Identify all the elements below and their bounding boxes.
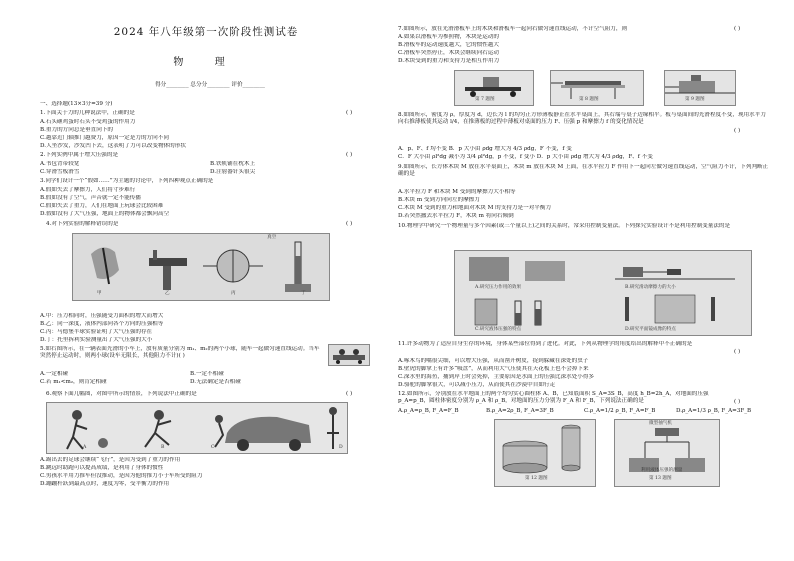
q5-option-c: C.若 m₁<m₂，则肯定相碰 bbox=[40, 379, 107, 385]
q4-stem: 4.对下列实验的解释错误的是 bbox=[46, 221, 119, 227]
q2-option-b: B.铁轨铺在枕木上 bbox=[210, 161, 256, 167]
q6-figure bbox=[46, 402, 348, 454]
q8-paren: ( ) bbox=[734, 128, 741, 134]
q1-option-b: B.重力的方向总是垂直向下的 bbox=[40, 127, 114, 133]
q8-figure bbox=[550, 70, 644, 106]
q12-option-d: D.ρ_A=1/3 ρ_B, F_A=3F_B bbox=[676, 408, 752, 414]
q10-label-b: B.研究滑动摩擦力的大小 bbox=[625, 285, 676, 290]
q4-option-b: B.乙：同一深度，液体内部向各个方向的压强相等 bbox=[40, 321, 164, 327]
q10-label-a: A.研究压力作用的效果 bbox=[475, 285, 522, 290]
q10-stem: 10.物理学中研究一个物理量与多个因素(或三个量以上)之间的关系时，常采用控制变量法。下列探究实验设计不是利用控制变量法的是 bbox=[398, 223, 731, 229]
q9-option-a: A.水平拉力 F 和木块 M 受到的摩擦力大小相等 bbox=[398, 189, 516, 195]
q1-stem: 1.下面关于力的几种说法中，正确的是 bbox=[40, 110, 135, 116]
q10-figure-art bbox=[455, 251, 751, 335]
q2-paren: ( ) bbox=[346, 152, 353, 158]
q8-options-line2: C．F 大小由 ρl²dg 减小为 3/4 ρl²dg，p 不变，f 变小 D．p 大小由 ρdg 增大为 4/3 ρdg，F、f 不变 bbox=[398, 154, 653, 160]
q4-fig-jia-art bbox=[91, 247, 119, 284]
q5-figure-art bbox=[329, 345, 369, 365]
section-title: 一、选择题(13×3分=39 分) bbox=[40, 101, 113, 107]
q10-label-c: C.研究液体压强的特点 bbox=[475, 327, 522, 332]
q4-label-yi: 乙 bbox=[165, 291, 170, 296]
q6-option-b: B.跳远时助跑可以提高成绩，是利用了身体的惯性 bbox=[40, 465, 164, 471]
q4-fig-bing-art bbox=[203, 250, 263, 282]
q6-fig-b-art bbox=[145, 410, 171, 447]
q11-option-c: C.深水里的海鱼，捕到岸上时会死掉，主要原因是水面上的压强比深水处小得多 bbox=[398, 374, 595, 380]
q9-figure-label: 第 9 题图 bbox=[685, 97, 705, 102]
q7-figure bbox=[454, 70, 534, 106]
q12-option-b: B.ρ_A=2ρ_B, F_A=3F_B bbox=[486, 408, 554, 414]
q2-stem: 2.下列实例中属于增大压强的是 bbox=[40, 152, 119, 158]
q7-paren: ( ) bbox=[734, 26, 741, 32]
q6-option-c: C.男孩水平用力推车但没推动，是因为他的推力小于车所受的阻力 bbox=[40, 473, 203, 479]
q6-paren: ( ) bbox=[346, 391, 353, 397]
q6-fig-c-art bbox=[215, 415, 311, 451]
q9-option-d: D.若突然撤去水平拉力 F，木块 m 将向右倾倒 bbox=[398, 213, 514, 219]
q12-figure bbox=[494, 419, 596, 487]
q3-option-b: B.假如没有了空气，声音就一定不能传播 bbox=[40, 195, 141, 201]
q7-option-a: A.如果以滑板车为参照物，木块是运动的 bbox=[398, 34, 499, 40]
q9-stem: 9.如图所示，长方体木块 M 放在水平桌面上，木块 m 放在木块 M 上面，在水平拉力 F 作用下一起向左做匀速直线运动，空气阻力不计，下列判断正确的是 bbox=[398, 164, 769, 177]
q2-option-a: A.书包背带较宽 bbox=[40, 161, 80, 167]
q12-paren: ( ) bbox=[734, 399, 741, 405]
q7-option-c: C.滑板车突然停止，木块会继续向右运动 bbox=[398, 50, 499, 56]
q3-option-c: C.假如失去了重力，人们在地面上玩球会比较困难 bbox=[40, 203, 164, 209]
exam-title: 2024 年八年级第一次阶段性测试卷 bbox=[113, 26, 299, 38]
q7-option-b: B.滑板车的运动速度越大，它的惯性越大 bbox=[398, 42, 499, 48]
q7-stem: 7.如图所示，放在光滑滑板车上的木块和滑板车一起向右做匀速直线运动，不计空气阻力，则 bbox=[398, 26, 628, 32]
q6-fig-d-art bbox=[327, 407, 339, 449]
q2-option-c: C.穿滑雪板滑雪 bbox=[40, 169, 80, 175]
q12-option-c: C.ρ_A=1/2 ρ_B, F_A=F_B bbox=[584, 408, 656, 414]
q13-figure-label: 第 13 题图 bbox=[649, 476, 672, 481]
q9-figure bbox=[664, 70, 736, 106]
q8-stem: 8.如图所示，密度为 ρ，厚度为 d，边长为 l 的均匀正方形薄板静止在水平桌面上，其右端与桌子边缘相平。板与桌面间的光滑程度不变，现用水平力向右推薄板使其运动 l/4，在推薄板的过程中薄板对桌面的压力 F、压强 p 和摩擦力 f 的变化情况是 bbox=[398, 112, 766, 125]
q4-vacuum-label: 真空 bbox=[267, 235, 277, 240]
q11-paren: ( ) bbox=[734, 349, 741, 355]
q4-option-d: D.丁：托里拆利实验测量出了大气压强的大小 bbox=[40, 337, 153, 343]
q10-fig-c-art bbox=[475, 299, 541, 325]
q10-fig-d-art bbox=[625, 295, 715, 323]
q6-option-d: D.蹦蹦杆跃到最高点时，速度为零，受平衡力的作用 bbox=[40, 481, 170, 487]
q3-option-d: D.假如没有了大气压强，地面上的物体都会飘向高空 bbox=[40, 211, 170, 217]
q4-paren: ( ) bbox=[346, 221, 353, 227]
q5-stem: 5.如右图所示，在一辆表面光滑的小车上，放有质量分别为 m₁、m₂的两个小球，随车一起做匀速直线运动。当车突然停止运动时，则两小球(设车无限长，其他阻力不计)( ) bbox=[40, 346, 320, 359]
q10-figure bbox=[454, 250, 752, 336]
q13-pump-label: 微型抽气机 bbox=[649, 421, 672, 426]
q1-option-a: A.石头砸鸡蛋时石头不受鸡蛋的作用力 bbox=[40, 119, 136, 125]
q4-label-ding: 丁 bbox=[301, 291, 306, 296]
q12-figure-label: 第 12 题图 bbox=[525, 476, 548, 481]
q5-option-a: A.一定相碰 bbox=[40, 371, 69, 377]
q1-option-c: C.越靠近门轴推门越费力，原因一定是力的方向不同 bbox=[40, 135, 169, 141]
q13-bottom-label: 利用液体压强的测量 bbox=[641, 468, 683, 473]
q6-label-a: A bbox=[83, 445, 87, 450]
q6-fig-a-art bbox=[67, 410, 108, 449]
q2-option-d: D.注射器针头很尖 bbox=[210, 169, 256, 175]
q6-option-a: A.踢出去的足球会继续“飞行”，是因为受到了重力的作用 bbox=[40, 457, 181, 463]
q6-label-c: C bbox=[211, 445, 215, 450]
q9-option-c: C.木块 M 受到的重力和地面对木块 M 的支持力是一对平衡力 bbox=[398, 205, 552, 211]
q10-fig-a-art bbox=[469, 257, 565, 281]
q4-label-bing: 丙 bbox=[231, 291, 236, 296]
q11-option-b: B.壁虎的脚掌上有许多“吸盘”，从而利用大气压使其在天花板上也不会掉下来 bbox=[398, 366, 589, 372]
q4-fig-yi-art bbox=[149, 250, 187, 290]
q8-options-line1: A．p、F、f 均不变 B．p 大小由 ρdg 增大为 4/3 ρdg，F 不变，f 变 bbox=[398, 146, 572, 152]
score-line: 得分________ 总分分________ 评价________ bbox=[155, 82, 265, 88]
q8-figure-label: 第 8 题图 bbox=[579, 97, 599, 102]
q12-option-a: A.ρ_A=ρ_B, F_A=F_B bbox=[398, 408, 459, 414]
q10-label-d: D.研究平面镜成像的特点 bbox=[625, 327, 676, 332]
q5-option-b: B.一定不相碰 bbox=[190, 371, 224, 377]
q4-option-a: A.甲：压力相同时，压强随受力面积的增大而增大 bbox=[40, 313, 164, 319]
q6-stem: 6.观察下面几幅图，对图中所示的情景，下列说法中正确的是 bbox=[46, 391, 197, 397]
q11-stem: 11.许多动物为了适应自身生存的环境，身体某些部位得到了进化。对此，下列从物理学的角度给出的解释中不正确的是 bbox=[398, 341, 693, 347]
q6-label-b: B bbox=[161, 445, 165, 450]
q11-option-d: D.骆驼的脚掌很大，可以减小压力，从而使其在沙漠中自如行走 bbox=[398, 382, 556, 388]
q11-option-a: A.啄木鸟的嘴很尖细，可以增大压强，从而凿开树皮，捉到躲藏在深处的虫子 bbox=[398, 358, 589, 364]
q7-option-d: D.木块受到的重力和支持力是相互作用力 bbox=[398, 58, 500, 64]
q12-stem: 12.如图所示，分别放在水平地面上的两个均匀实心圆柱体 A、B，已知底面积 S_A=3S_B，高度 h_B=2h_A，对地面的压强 p_A=p_B，圆柱体密度分别为 ρ_A 和 ρ_B，对地面的压力分别为 F_A 和 F_B，下列说法正确的是 bbox=[398, 391, 709, 404]
q13-figure bbox=[614, 419, 720, 487]
q1-paren: ( ) bbox=[346, 110, 353, 116]
q7-figure-label: 第 7 题图 bbox=[475, 97, 495, 102]
q4-figure-art bbox=[73, 234, 329, 300]
q5-option-d: D.无法确定是否相碰 bbox=[190, 379, 241, 385]
q4-fig-ding-art bbox=[285, 242, 311, 292]
q10-fig-b-art bbox=[615, 267, 735, 279]
q4-label-jia: 甲 bbox=[97, 291, 102, 296]
q3-option-a: A.假如失去了摩擦力，人们将寸步难行 bbox=[40, 187, 136, 193]
q6-label-d: D bbox=[339, 445, 343, 450]
q3-stem: 3.同学们设计一个“假如……”为主题的讨论中，下列四种观点正确的是 bbox=[40, 178, 214, 184]
subject-title: 物 理 bbox=[173, 57, 239, 68]
q4-option-c: C.丙：马德堡半球实验证明了大气压强的存在 bbox=[40, 329, 153, 335]
q1-option-d: D.人坐沙发，沙发凹下去，这表明了力可以改变物体的形状 bbox=[40, 143, 186, 149]
q4-figure bbox=[72, 233, 330, 301]
q9-option-b: B.木块 m 受到方向向左的摩擦力 bbox=[398, 197, 480, 203]
q6-figure-art bbox=[47, 403, 347, 453]
q5-figure bbox=[328, 344, 370, 366]
